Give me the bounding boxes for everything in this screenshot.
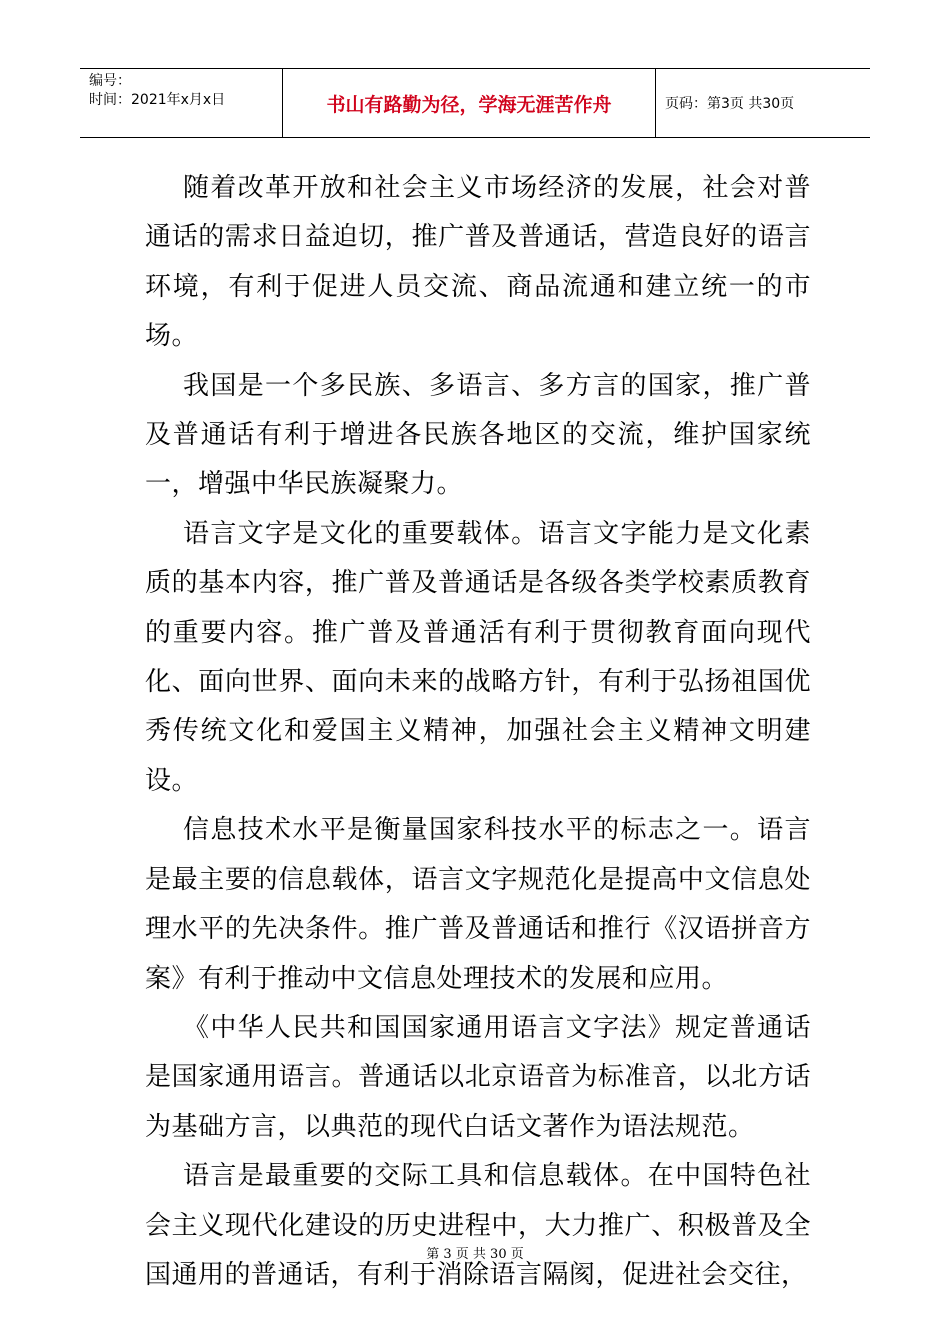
paragraph: 我国是一个多民族、多语言、多方言的国家，推广普及普通话有利于增进各民族各地区的交流，维护国家统一，增强中华民族凝聚力。 bbox=[145, 370, 811, 500]
paragraph: 语言是最重要的交际工具和信息载体。在中国特色社会主义现代化建设的历史进程中，大力推广、积极普及全国通用的普通话，有利于消除语言隔阂，促进社会交往， bbox=[145, 1161, 811, 1290]
header-meta-cell bbox=[80, 69, 283, 137]
body-text bbox=[145, 164, 811, 1300]
page-footer bbox=[0, 1246, 950, 1264]
footer-page-number: 第 3 页 共 30 页 bbox=[426, 1247, 524, 1262]
document-number: 编号： bbox=[89, 73, 131, 89]
paragraph: 随着改革开放和社会主义市场经济的发展，社会对普通话的需求日益迫切，推广普及普通话，营造良好的语言环境，有利于促进人员交流、商品流通和建立统一的市场。 bbox=[145, 173, 811, 352]
header-table bbox=[80, 68, 870, 138]
paragraph: 语言文字是文化的重要载体。语言文字能力是文化素质的基本内容，推广普及普通话是各级各类学校素质教育的重要内容。推广普及普通活有利于贯彻教育面向现代化、面向世界、面向未来的战略方针，有利于弘扬祖国优秀传统文化和爱国主义精神，加强社会主义精神文明建设。 bbox=[145, 518, 811, 796]
header-page-cell bbox=[656, 69, 870, 137]
header-motto-cell bbox=[283, 69, 656, 137]
document-date: 时间：2021年x月x日 bbox=[89, 92, 226, 108]
header-motto: 书山有路勤为径，学海无涯苦作舟 bbox=[326, 94, 612, 116]
header-page-info: 页码：第3页 共30页 bbox=[665, 96, 795, 112]
paragraph: 《中华人民共和国国家通用语言文字法》规定普通话是国家通用语言。普通话以北京语音为标准音，以北方话为基础方言，以典范的现代白话文著作为语法规范。 bbox=[145, 1012, 811, 1142]
paragraph: 信息技术水平是衡量国家科技水平的标志之一。语言是最主要的信息载体，语言文字规范化是提高中文信息处理水平的先决条件。推广普及普通话和推行《汉语拼音方案》有利于推动中文信息处理技术的发展和应用。 bbox=[145, 815, 811, 994]
